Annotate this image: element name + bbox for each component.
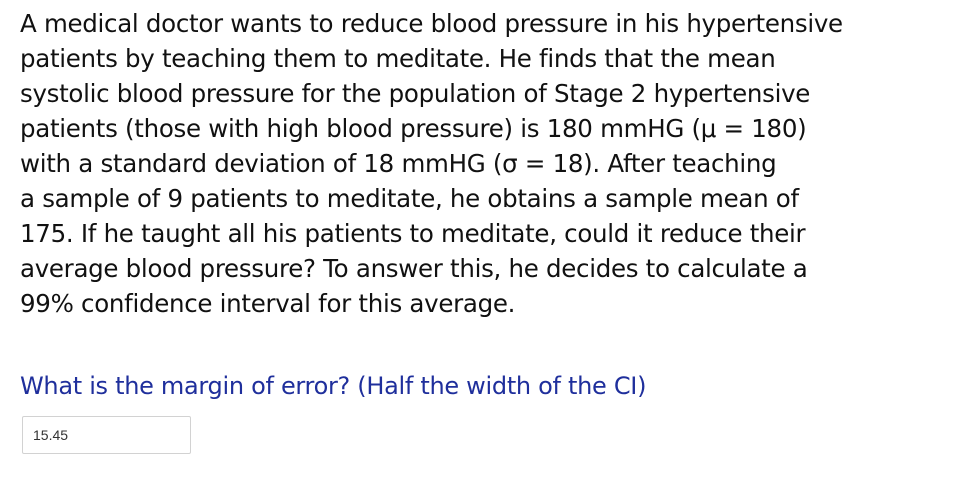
problem-line: 99% confidence interval for this average. (20, 289, 516, 318)
question-prompt: What is the margin of error? (Half the width of the CI) (20, 372, 647, 400)
problem-line: a sample of 9 patients to meditate, he obtains a sample mean of (20, 184, 799, 213)
problem-line: average blood pressure? To answer this, he decides to calculate a (20, 254, 808, 283)
problem-line: A medical doctor wants to reduce blood pressure in his hypertensive (20, 9, 843, 38)
problem-line: 175. If he taught all his patients to meditate, could it reduce their (20, 219, 806, 248)
problem-line: patients (those with high blood pressure) is 180 mmHG (μ = 180) (20, 114, 807, 143)
answer-input[interactable] (22, 416, 191, 454)
problem-line: with a standard deviation of 18 mmHG (σ = 18). After teaching (20, 149, 777, 178)
problem-line: patients by teaching them to meditate. He finds that the mean (20, 44, 776, 73)
problem-text (20, 6, 955, 321)
problem-line: systolic blood pressure for the population of Stage 2 hypertensive (20, 79, 811, 108)
